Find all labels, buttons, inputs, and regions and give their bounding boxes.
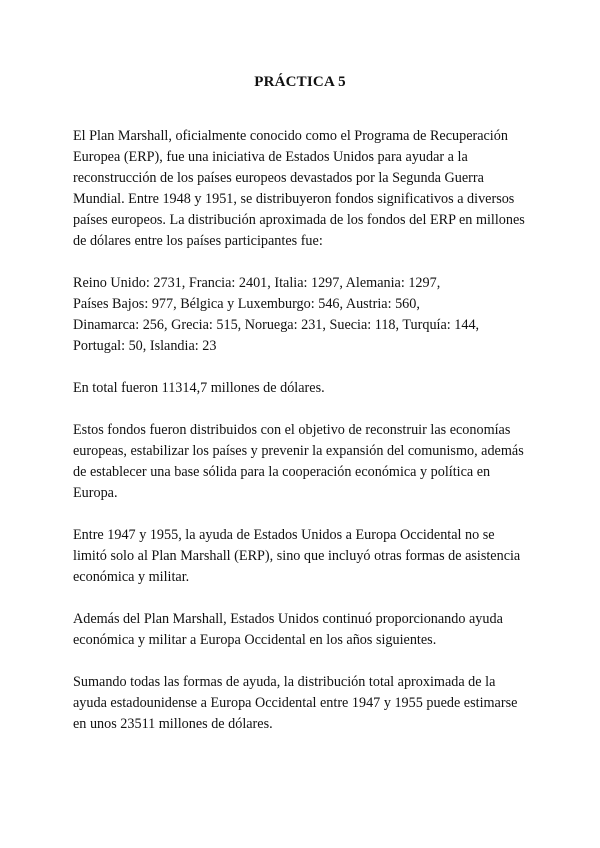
text-line: Entre 1947 y 1955, la ayuda de Estados Unidos a Europa Occidental no se (73, 527, 495, 543)
text-line: económica y militar a Europa Occidental en los años siguientes. (73, 632, 437, 648)
paragraph-total-aid (73, 672, 543, 735)
text-line: Sumando todas las formas de ayuda, la distribución total aproximada de la (73, 674, 496, 690)
text-line: Mundial. Entre 1948 y 1951, se distribuyeron fondos significativos a diversos (73, 191, 515, 207)
text-line: Europa. (73, 485, 118, 501)
paragraph-additional-aid (73, 609, 543, 651)
document-body (73, 126, 543, 756)
text-line: Estos fondos fueron distribuidos con el objetivo de reconstruir las economías (73, 422, 511, 438)
text-line: Portugal: 50, Islandia: 23 (73, 338, 217, 354)
paragraph-country-funds (73, 273, 543, 357)
text-line: países europeos. La distribución aproximada de los fondos del ERP en millones (73, 212, 525, 228)
text-line: Europea (ERP), fue una iniciativa de Estados Unidos para ayudar a la (73, 149, 468, 165)
text-line: de dólares entre los países participantes fue: (73, 233, 323, 249)
text-line: en unos 23511 millones de dólares. (73, 716, 273, 732)
text-line: limitó solo al Plan Marshall (ERP), sino que incluyó otras formas de asistencia (73, 548, 521, 564)
text-line: En total fueron 11314,7 millones de dólares. (73, 380, 325, 396)
text-line: ayuda estadounidense a Europa Occidental entre 1947 y 1955 puede estimarse (73, 695, 518, 711)
text-line: Países Bajos: 977, Bélgica y Luxemburgo: 546, Austria: 560, (73, 296, 420, 312)
text-line: europeas, estabilizar los países y prevenir la expansión del comunismo, además (73, 443, 524, 459)
document-title: PRÁCTICA 5 (254, 74, 346, 90)
text-line: Además del Plan Marshall, Estados Unidos continuó proporcionando ayuda (73, 611, 503, 627)
text-line: El Plan Marshall, oficialmente conocido como el Programa de Recuperación (73, 128, 508, 144)
paragraph-intro (73, 126, 543, 252)
paragraph-total (73, 378, 543, 399)
paragraph-1947-1955 (73, 525, 543, 588)
text-line: económica y militar. (73, 569, 190, 585)
text-line: reconstrucción de los países europeos devastados por la Segunda Guerra (73, 170, 484, 186)
text-line: Reino Unido: 2731, Francia: 2401, Italia: 1297, Alemania: 1297, (73, 275, 441, 291)
text-line: Dinamarca: 256, Grecia: 515, Noruega: 231, Suecia: 118, Turquía: 144, (73, 317, 480, 333)
paragraph-objectives (73, 420, 543, 504)
text-line: de establecer una base sólida para la cooperación económica y política en (73, 464, 491, 480)
